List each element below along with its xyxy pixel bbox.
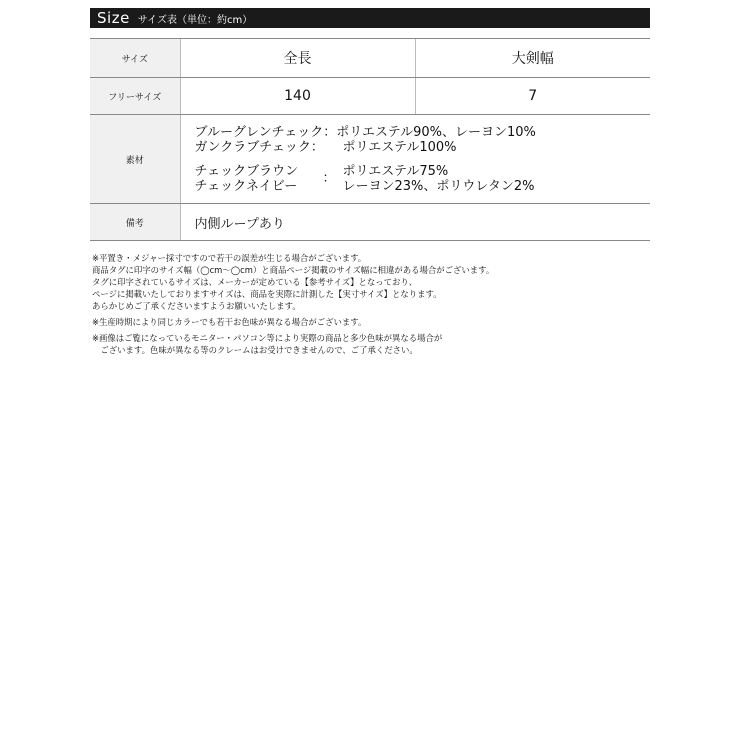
material-value: レーヨン23%、ポリウレタン2% <box>342 178 535 194</box>
header-size-label: Size <box>97 9 130 27</box>
note-line: タグに印字されているサイズは、メーカーが定めている【参考サイズ】となっており、 <box>92 277 418 287</box>
material-value: ポリエステル100% <box>342 139 457 155</box>
note-line: あらかじめご了承くださいますようお願いいたします。 <box>92 301 301 311</box>
size-table-header <box>90 8 650 28</box>
remarks-value-cell: 内側ループあり <box>180 204 650 241</box>
material-label-cell: 素材 <box>90 115 180 204</box>
material-group <box>195 164 651 194</box>
material-key: ガンクラブチェック： <box>194 139 324 155</box>
note-line: 商品タグに印字のサイズ幅（◯cm〜◯cm）と商品ページ掲載のサイズ幅に相違がある場合がございます。 <box>92 265 495 275</box>
width-value-cell: 7 <box>415 78 650 115</box>
material-value: ポリエステル90%、レーヨン10% <box>336 124 536 140</box>
note-line: ページに掲載いたしておりますサイズは、商品を実際に計測した【実寸サイズ】となります。 <box>92 289 442 299</box>
table-row <box>90 78 650 115</box>
remarks-row <box>90 204 650 241</box>
size-name-cell: フリーサイズ <box>90 78 180 115</box>
material-key: チェックブラウン <box>194 163 299 179</box>
header-unit-label: サイズ表（単位：約cm） <box>137 14 253 26</box>
notes-block <box>92 252 652 356</box>
remarks-label-cell: 備考 <box>90 204 180 241</box>
header-size-cell: サイズ <box>90 39 180 78</box>
header-length-cell: 全長 <box>180 39 415 78</box>
material-key: チェックネイビー <box>194 178 298 194</box>
note-line: ※平置き・メジャー採寸ですので若干の誤差が生じる場合がございます。 <box>92 253 367 263</box>
material-key: ブルーグレンチェック： <box>194 124 337 140</box>
length-value-cell: 140 <box>180 78 415 115</box>
material-value: ポリエステル75% <box>342 163 449 179</box>
table-header-row <box>90 39 650 78</box>
material-line <box>195 140 651 155</box>
material-colon: ： <box>322 171 336 186</box>
material-value-cell <box>180 115 650 204</box>
note-line: ※画像はご覧になっているモニター・パソコン等により実際の商品と多少色味が異なる場合が <box>92 333 443 343</box>
note-line: ※生産時期により同じカラーでも若干お色味が異なる場合がございます。 <box>92 317 367 327</box>
header-width-cell: 大剣幅 <box>415 39 650 78</box>
material-line <box>195 125 651 140</box>
size-table <box>90 38 650 241</box>
material-row <box>90 115 650 204</box>
note-line: ございます。色味が異なる等のクレームはお受けできませんので、ご了承ください。 <box>92 345 418 355</box>
